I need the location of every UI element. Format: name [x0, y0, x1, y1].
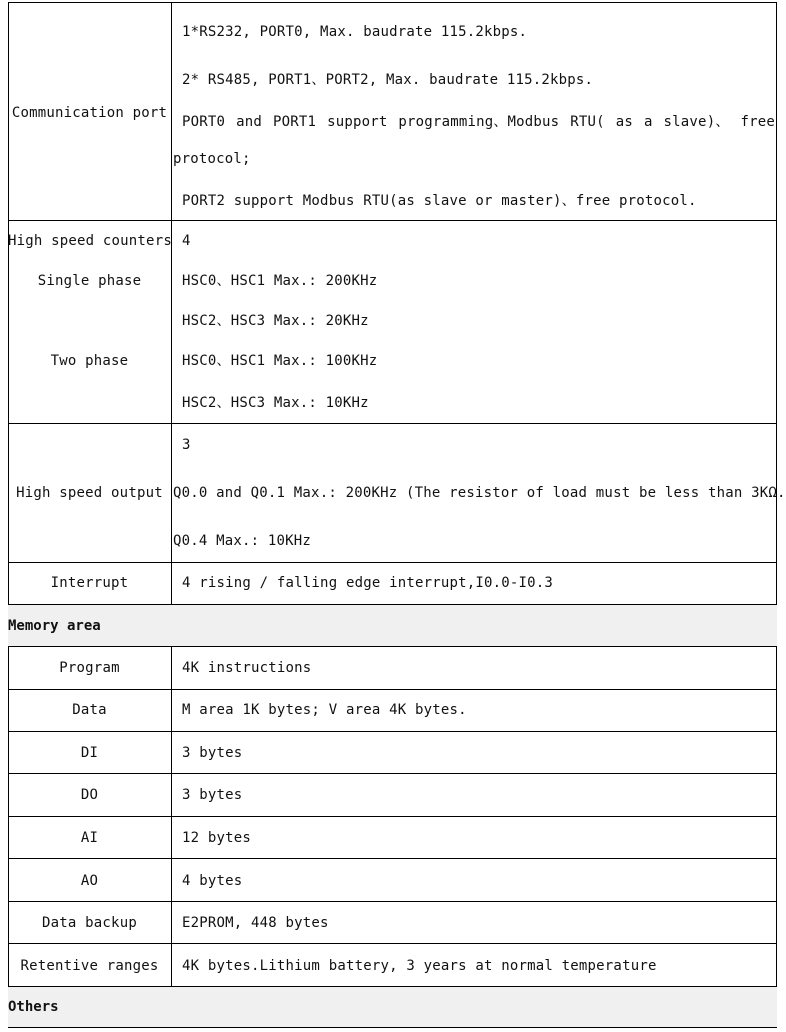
- word: free: [740, 114, 775, 130]
- row-data-backup: [8, 902, 777, 944]
- data-backup-label: Data backup: [42, 915, 137, 931]
- row-retentive-ranges: [8, 944, 777, 987]
- protocol-continuation-text: protocol;: [173, 151, 251, 167]
- row-high-speed-counters: [8, 221, 777, 424]
- interrupt-value: 4 rising / falling edge interrupt,I0.0-I0.3: [182, 575, 554, 591]
- row-value-cell: [173, 563, 777, 604]
- single-phase-hsc23: HSC2、HSC3 Max.: 20KHz: [182, 313, 369, 329]
- row-value-cell: [173, 2, 777, 220]
- word: RTU(: [570, 114, 605, 130]
- row-label-cell: [8, 732, 172, 773]
- retentive-ranges-value: 4K bytes.Lithium battery, 3 years at normal temperature: [182, 958, 657, 974]
- word: slave)、: [663, 114, 730, 130]
- single-phase-hsc01: HSC0、HSC1 Max.: 200KHz: [182, 273, 378, 289]
- section-memory-area: [8, 605, 777, 647]
- ai-value: 12 bytes: [182, 830, 252, 846]
- interrupt-label: Interrupt: [50, 575, 129, 591]
- port0-port1-support-text: [182, 114, 775, 130]
- high-speed-output-label: High speed output: [16, 485, 163, 501]
- program-label: Program: [59, 660, 120, 676]
- row-label-cell: [8, 859, 172, 901]
- two-phase-hsc01: HSC0、HSC1 Max.: 100KHz: [182, 353, 378, 369]
- word: PORT0: [182, 114, 226, 130]
- di-value: 3 bytes: [182, 745, 243, 761]
- row-interrupt: [8, 563, 777, 605]
- row-label-cell: [8, 817, 172, 858]
- row-value-cell: [173, 732, 777, 773]
- do-label: DO: [80, 787, 99, 803]
- row-program: [8, 647, 777, 690]
- row-label-cell: [8, 690, 172, 731]
- row-label-cell: [8, 902, 172, 943]
- row-ai: [8, 817, 777, 859]
- data-value: M area 1K bytes; V area 4K bytes.: [182, 702, 467, 718]
- others-heading: Others: [8, 999, 59, 1015]
- q04-output-text: Q0.4 Max.: 10KHz: [173, 533, 312, 549]
- two-phase-label: Two phase: [50, 353, 129, 369]
- row-label-cell: [8, 424, 172, 562]
- row-ao: [8, 859, 777, 902]
- row-label-cell: [8, 647, 172, 689]
- row-value-cell: [173, 944, 777, 986]
- memory-area-heading: Memory area: [8, 618, 101, 634]
- data-label: Data: [72, 702, 107, 718]
- word: programming、Modbus: [398, 114, 560, 130]
- rs485-port-text: 2* RS485, PORT1、PORT2, Max. baudrate 115.2kbps.: [182, 72, 594, 88]
- word: support: [327, 114, 388, 130]
- row-value-cell: [173, 774, 777, 816]
- row-value-cell: [173, 647, 777, 689]
- row-value-cell: [173, 221, 777, 423]
- ao-value: 4 bytes: [182, 873, 243, 889]
- ai-label: AI: [80, 830, 99, 846]
- row-value-cell: [173, 859, 777, 901]
- data-backup-value: E2PROM, 448 bytes: [182, 915, 329, 931]
- do-value: 3 bytes: [182, 787, 243, 803]
- row-label-cell: [8, 221, 172, 423]
- row-value-cell: [173, 817, 777, 858]
- output-count: 3: [182, 437, 191, 453]
- word: as: [615, 114, 633, 130]
- communication-port-label: Communication port: [11, 105, 168, 121]
- retentive-ranges-label: Retentive ranges: [20, 958, 159, 974]
- q00-q01-output-text: Q0.0 and Q0.1 Max.: 200KHz (The resistor of load must be less than 3KΩ.: [173, 485, 786, 501]
- ao-label: AO: [80, 873, 99, 889]
- row-communication-port: [8, 2, 777, 221]
- section-others: [8, 987, 777, 1028]
- port2-support-text: PORT2 support Modbus RTU(as slave or master)、free protocol.: [182, 193, 697, 209]
- word: and: [236, 114, 262, 130]
- counter-count: 4: [182, 233, 191, 249]
- row-value-cell: [173, 690, 777, 731]
- row-di: [8, 732, 777, 774]
- row-value-cell: [173, 424, 786, 562]
- two-phase-hsc23: HSC2、HSC3 Max.: 10KHz: [182, 395, 369, 411]
- row-data: [8, 690, 777, 732]
- row-label-cell: [8, 563, 172, 604]
- rs232-port-text: 1*RS232, PORT0, Max. baudrate 115.2kbps.: [182, 24, 528, 40]
- row-value-cell: [173, 902, 777, 943]
- di-label: DI: [80, 745, 99, 761]
- row-high-speed-output: [8, 424, 786, 563]
- row-label-cell: [8, 944, 172, 986]
- row-label-cell: [8, 2, 172, 220]
- row-label-cell: [8, 774, 172, 816]
- word: PORT1: [272, 114, 317, 130]
- single-phase-label: Single phase: [37, 273, 142, 289]
- word: a: [643, 114, 653, 130]
- row-do: [8, 774, 777, 817]
- program-value: 4K instructions: [182, 660, 312, 676]
- high-speed-counters-label: High speed counters: [8, 233, 172, 249]
